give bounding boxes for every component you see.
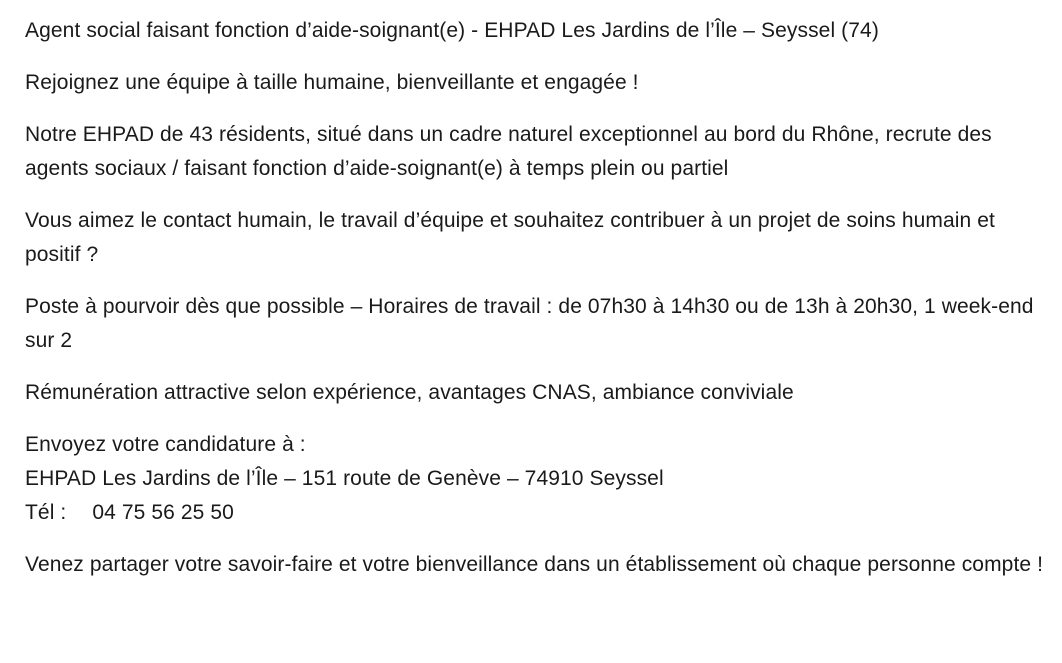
apply-phone [25,496,1055,530]
salary-paragraph: Rémunération attractive selon expérience, avantages CNAS, ambiance conviviale [25,381,794,404]
closing-paragraph: Venez partager votre savoir-faire et votre bienveillance dans un établissement où chaque personne compte ! [25,553,1044,576]
apply-block [25,428,1055,530]
description-paragraph: Notre EHPAD de 43 résidents, situé dans un cadre naturel exceptionnel au bord du Rhône, recrute des agents sociaux / faisant fonction d’aide-soignant(e) à temps plein ou partiel [25,123,992,180]
apply-address: EHPAD Les Jardins de l’Île – 151 route de Genève – 74910 Seyssel [25,467,664,490]
question-paragraph: Vous aimez le contact humain, le travail d’équipe et souhaitez contribuer à un projet de soins humain et positif ? [25,209,995,266]
schedule-paragraph: Poste à pourvoir dès que possible – Horaires de travail : de 07h30 à 14h30 ou de 13h à 20h30, 1 week-end sur 2 [25,295,1034,352]
intro-paragraph: Rejoignez une équipe à taille humaine, bienveillante et engagée ! [25,71,639,94]
phone-label: Tél : [25,501,67,524]
phone-number: 04 75 56 25 50 [92,501,234,524]
job-posting [25,14,1055,600]
apply-heading: Envoyez votre candidature à : [25,433,306,456]
posting-title: Agent social faisant fonction d’aide-soignant(e) - EHPAD Les Jardins de l’Île – Seyssel (74) [25,19,879,42]
